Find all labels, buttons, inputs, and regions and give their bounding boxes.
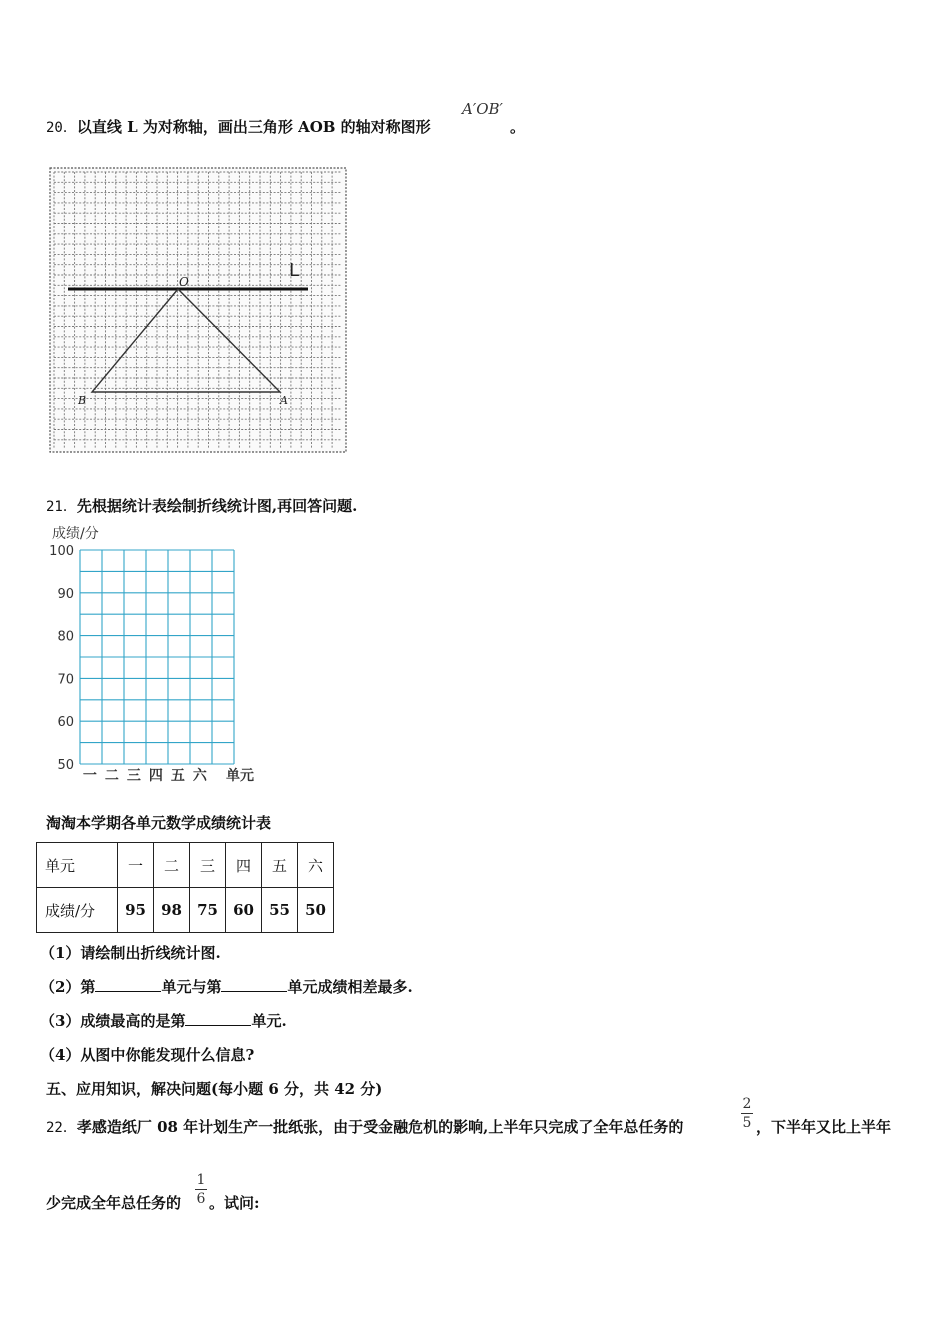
fraction-numerator: 1 — [196, 1172, 206, 1188]
y-tick-label: 90 — [57, 586, 74, 602]
sub3-part-a: （3）成绩最高的是第 — [40, 1012, 186, 1030]
score-table — [36, 842, 334, 933]
score-cell: 75 — [190, 888, 226, 933]
label-B: B — [78, 394, 87, 407]
x-tick-label: 六 — [192, 768, 207, 784]
unit-cell: 一 — [118, 843, 154, 888]
sub-question-1: （1）请绘制出折线统计图. — [40, 944, 221, 962]
question-number: 22． — [46, 1120, 77, 1136]
unit-cell: 三 — [190, 843, 226, 888]
label-O: O — [179, 275, 189, 289]
fraction-one-sixth — [195, 1172, 207, 1207]
x-axis-label: 单元 — [226, 768, 254, 784]
question-number: 20． — [46, 120, 77, 136]
table-row-header — [37, 843, 334, 888]
score-cell: 95 — [118, 888, 154, 933]
math-expression: A′OB′ — [462, 100, 503, 118]
unit-cell: 六 — [298, 843, 334, 888]
x-tick-label: 五 — [170, 768, 185, 784]
sub-question-2 — [40, 976, 413, 997]
label-A: A — [280, 394, 288, 407]
sub-question-3 — [40, 1010, 287, 1031]
symmetry-grid-figure — [46, 164, 350, 456]
question-number: 21． — [46, 499, 77, 515]
question-text: 先根据统计表绘制折线统计图,再回答问题. — [76, 497, 358, 515]
fraction-denominator: 5 — [742, 1115, 752, 1131]
sub2-part-c: 单元成绩相差最多. — [287, 978, 413, 996]
table-title: 淘淘本学期各单元数学成绩统计表 — [46, 814, 272, 832]
question-21 — [46, 495, 357, 516]
y-axis-label: 成绩/分 — [52, 526, 99, 542]
question-22-line-2: 少完成全年总任务的 — [46, 1194, 182, 1212]
answer-blank[interactable] — [95, 977, 161, 992]
question-end-mark: 。 — [510, 118, 526, 136]
sub3-part-b: 单元. — [251, 1012, 287, 1030]
score-cell: 50 — [298, 888, 334, 933]
score-cell: 55 — [262, 888, 298, 933]
fraction-two-fifths — [741, 1096, 753, 1131]
y-tick-label: 50 — [57, 758, 74, 773]
sub-question-4: （4）从图中你能发现什么信息? — [40, 1046, 255, 1064]
table-row-scores — [37, 888, 334, 933]
x-tick-label: 一 — [82, 768, 97, 784]
label-L: L — [289, 260, 300, 281]
line-chart-grid — [44, 522, 274, 788]
answer-blank[interactable] — [185, 1011, 251, 1026]
sub2-part-b: 单元与第 — [161, 978, 222, 996]
fraction-numerator: 2 — [742, 1096, 752, 1112]
question-22-line-1-end: ，下半年又比上半年 — [756, 1118, 892, 1136]
y-tick-label: 60 — [57, 715, 74, 731]
y-tick-label: 100 — [49, 544, 74, 559]
table-header-label: 单元 — [37, 843, 118, 888]
unit-cell: 五 — [262, 843, 298, 888]
x-tick-label: 四 — [148, 768, 163, 784]
answer-blank[interactable] — [221, 977, 287, 992]
unit-cell: 四 — [226, 843, 262, 888]
unit-cell: 二 — [154, 843, 190, 888]
x-tick-label: 二 — [104, 768, 119, 784]
question-22-line-2-end: 。试问: — [209, 1194, 260, 1212]
score-cell: 60 — [226, 888, 262, 933]
y-tick-label: 70 — [57, 672, 74, 688]
y-tick-label: 80 — [57, 629, 74, 645]
question-text: 孝感造纸厂 08 年计划生产一批纸张，由于受金融危机的影响,上半年只完成了全年总任务的 — [76, 1118, 684, 1136]
table-row-label: 成绩/分 — [37, 888, 118, 933]
section-title: 五、应用知识，解决问题(每小题 6 分，共 42 分) — [46, 1080, 383, 1098]
sub2-part-a: （2）第 — [40, 978, 96, 996]
question-22-line-1 — [46, 1116, 683, 1137]
x-tick-label: 三 — [126, 768, 141, 784]
score-cell: 98 — [154, 888, 190, 933]
question-20 — [46, 116, 431, 137]
fraction-denominator: 6 — [196, 1191, 206, 1207]
question-text: 以直线 L 为对称轴，画出三角形 AOB 的轴对称图形 — [76, 118, 431, 136]
